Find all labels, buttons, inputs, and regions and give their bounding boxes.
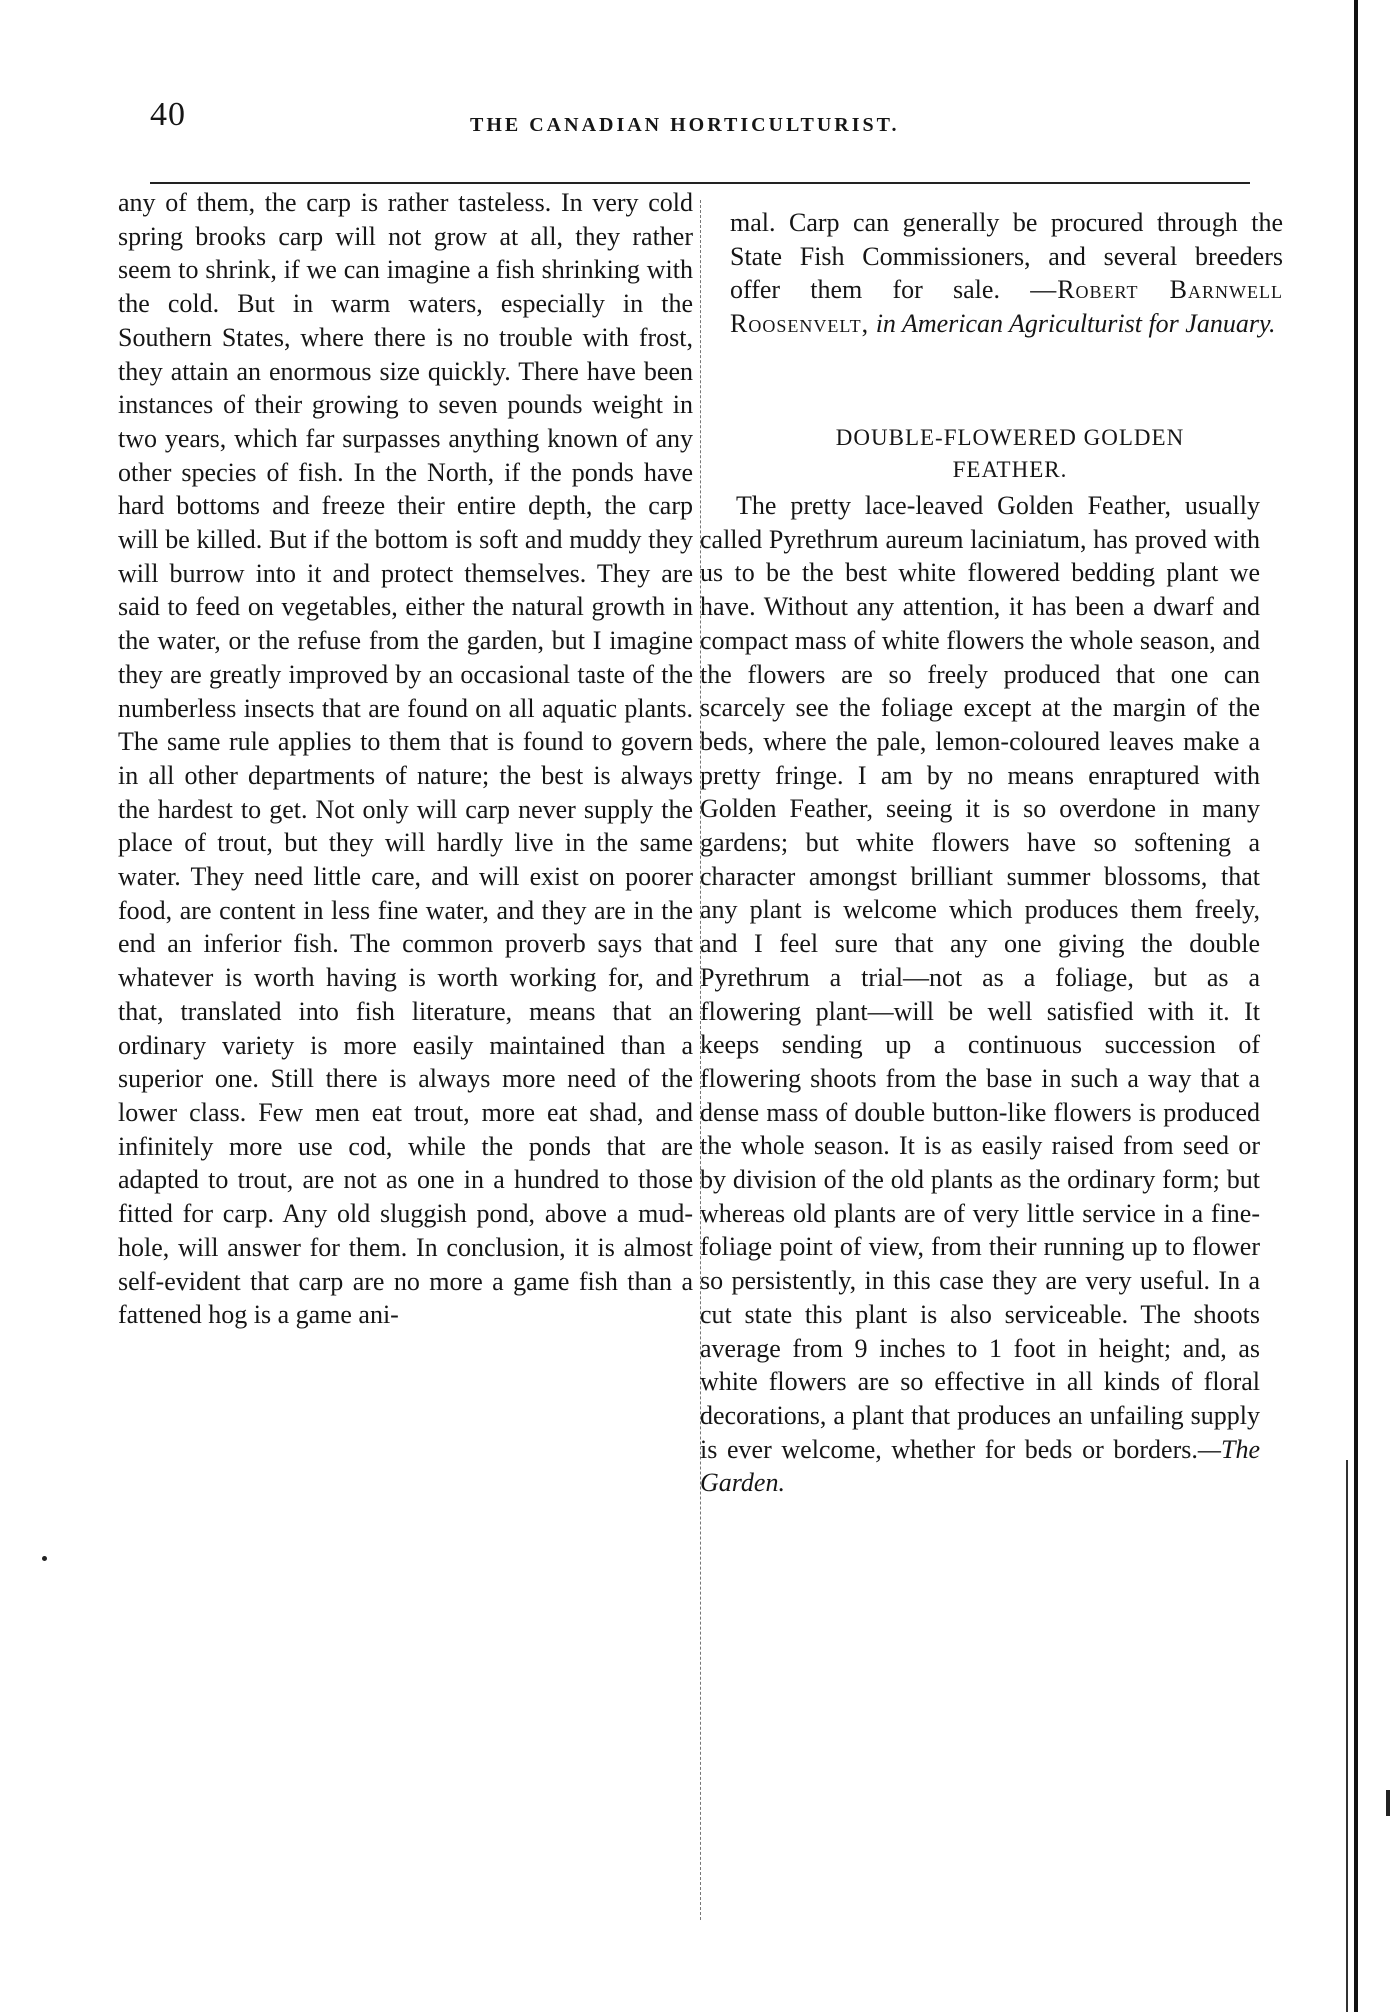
left-column [118,186,693,1332]
article-title [740,422,1280,486]
header-rule [150,182,1250,184]
right-column-top [730,206,1283,341]
carp-article-ending [730,206,1283,341]
page-edge-line-secondary [1346,1460,1348,2012]
article-title-line-1: DOUBLE-FLOWERED GOLDEN [835,425,1185,450]
margin-mark [1386,1790,1390,1816]
golden-feather-article-body [700,489,1260,1500]
right-column [700,489,1260,1500]
article-source: —The Garden. [700,1434,1260,1498]
running-head: THE CANADIAN HORTICULTURIST. [470,114,900,136]
article-title-line-2: FEATHER. [952,457,1068,482]
margin-dot [42,1556,47,1561]
left-column-text: any of them, the carp is rather tasteless. In very cold spring brooks carp will not grow at all, they rather seem to shrink, if we can imagine a fish shrinking with the cold. But in warm waters, especially in the Southern States, where there is no trouble with frost, they attain an enormous size quickly. There have been instances of their growing to seven pounds weight in two years, which far surpasses anything known of any other species of fish. In the North, if the ponds have hard bottoms and freeze their entire depth, the carp will be killed. But if the bottom is soft and muddy they will burrow into it and protect themselves. They are said to feed on vegetables, either the natural growth in the water, or the refuse from the garden, but I imagine they are greatly improved by an occasional taste of the numberless insects that are found on all aquatic plants. The same rule applies to them that is found to govern in all other departments of nature; the best is always the hardest to get. Not only will carp never supply the place of trout, but they will hardly live in the same water. They need little care, and will exist on poorer food, are content in less fine water, and they are in the end an inferior fish. The common proverb says that whatever is worth having is worth working for, and that, translated into fish literature, means that an ordinary variety is more easily maintained than a superior one. Still there is always more need of the lower class. Few men eat trout, more eat shad, and infinitely more use cod, while the ponds that are adapted to trout, are not as one in a hundred to those fitted for carp. Any old sluggish pond, above a mud-hole, will answer for them. In conclusion, it is almost self-evident that carp are no more a game fish than a fattened hog is a game ani- [118,188,693,1330]
page-number: 40 [150,96,186,133]
carp-article-ending-text: mal. Carp can generally be procured through the State Fish Commissioners, and several breeders offer them for sale. [730,208,1283,305]
carp-article-source: in American Agriculturist for January. [875,309,1276,339]
carp-article-author: —Robert Barnwell Roosenvelt, [730,275,1283,339]
page-edge-line [1354,0,1358,2012]
article-body-text: The pretty lace-leaved Golden Feather, usually called Pyrethrum aureum laciniatum, has proved with us to be the best white flowered bedding plant we have. Without any attention, it has been a dwarf and compact mass of white flowers the whole season, and the flowers are so freely produced that one can scarcely see the foliage except at the margin of the beds, where the pale, lemon-coloured leaves make a pretty fringe. I am by no means enraptured with Golden Feather, seeing it is so overdone in many gardens; but white flowers have so softening a character amongst brilliant summer blossoms, that any plant is welcome which produces them freely, and I feel sure that any one giving the double Pyrethrum a trial—not as a foliage, but as a flowering plant—will be well satisfied with it. It keeps sending up a continuous succession of flowering shoots from the base in such a way that a dense mass of double button-like flowers is produced the whole season. It is as easily raised from seed or by division of the old plants as the ordinary form; but whereas old plants are of very little service in a fine-foliage point of view, from their running up to flower so persistently, in this case they are very useful. In a cut state this plant is also serviceable. The shoots average from 9 inches to 1 foot in height; and, as white flowers are so effective in all kinds of floral decorations, a plant that produces an unfailing supply is ever welcome, whether for beds or borders. [700,491,1260,1464]
